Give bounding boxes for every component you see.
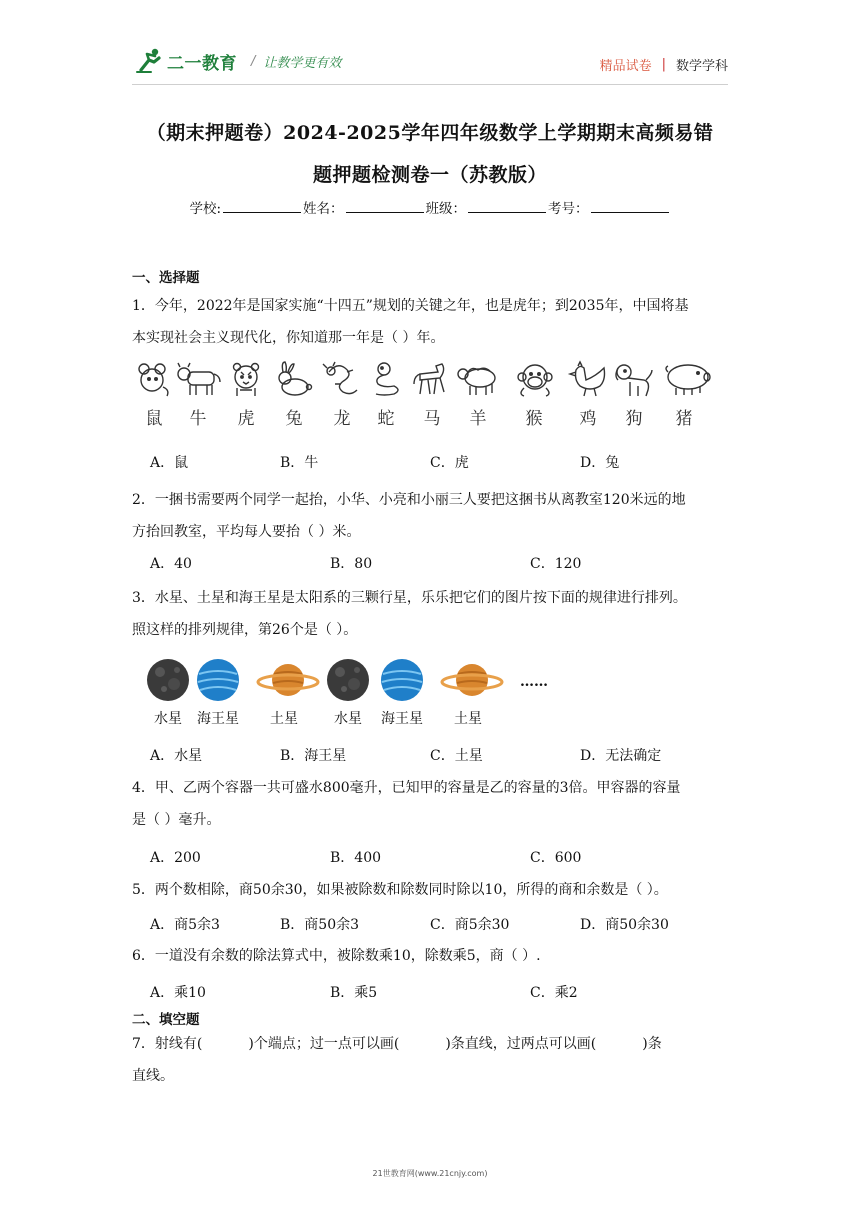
page-header	[0, 0, 860, 90]
sheep-icon	[456, 360, 502, 398]
planet-neptune	[190, 656, 246, 728]
q7-part1: 7．射线有(	[132, 1036, 203, 1052]
question-1-line1: 1．今年，2022年是国家实施“十四五”规划的关键之年，也是虎年；到2035年，中国将基	[132, 298, 689, 314]
zodiac-label: 虎	[237, 409, 255, 429]
monkey-icon	[512, 360, 558, 398]
zodiac-tiger	[224, 360, 268, 429]
option-b[interactable]: B．牛	[280, 455, 319, 471]
neptune-icon	[194, 656, 242, 704]
question-4	[132, 772, 732, 836]
planet-label: 水星	[334, 711, 362, 727]
rat-icon	[134, 360, 174, 398]
q7-part2: )个端点；过一点可以画(	[248, 1036, 400, 1052]
name-blank[interactable]	[346, 200, 424, 213]
option-a[interactable]: A．200	[150, 850, 201, 866]
tiger-icon	[225, 360, 267, 398]
zodiac-sheep	[456, 360, 500, 429]
horse-icon	[410, 360, 454, 398]
question-4-line1: 4．甲、乙两个容器一共可盛水800毫升，已知甲的容量是乙的容量的3倍。甲容器的容量	[132, 780, 681, 796]
question-6	[132, 940, 732, 972]
header-category: 精品试卷	[599, 59, 652, 74]
question-6-line1: 6．一道没有余数的除法算式中，被除数乘10，除数乘5，商（ ）.	[132, 948, 541, 964]
question-2	[132, 484, 732, 548]
section-heading-choice: 一、选择题	[132, 270, 200, 286]
option-b[interactable]: B．商50余3	[280, 917, 360, 933]
q7-part3: )条直线，过两点可以画(	[445, 1036, 597, 1052]
planet-mercury	[140, 656, 196, 728]
zodiac-label: 鸡	[579, 409, 597, 429]
question-3-line2: 照这样的排列规律，第26个是（ ）。	[132, 622, 358, 638]
runner-logo-icon	[135, 48, 165, 74]
sequence-ellipsis: ……	[520, 674, 548, 690]
zodiac-label: 羊	[469, 409, 487, 429]
zodiac-label: 兔	[285, 409, 303, 429]
exam-number-blank[interactable]	[591, 200, 669, 213]
zodiac-label: 蛇	[377, 409, 395, 429]
option-a[interactable]: A．40	[150, 556, 192, 572]
question-1-line2: 本实现社会主义现代化，你知道那一年是（ ）年。	[132, 330, 445, 346]
section-heading-fill: 二、填空题	[132, 1012, 200, 1028]
zodiac-ox	[176, 360, 220, 429]
header-separator: |	[661, 57, 666, 72]
logo	[135, 48, 341, 74]
planet-label: 土星	[270, 711, 298, 727]
zodiac-label: 龙	[333, 409, 351, 429]
zodiac-snake	[364, 360, 408, 429]
page-title-line1: （期末押题卷）2024-2025学年四年级数学上学期期末高频易错	[146, 122, 714, 144]
dragon-icon	[321, 360, 363, 398]
zodiac-horse	[410, 360, 454, 429]
option-b[interactable]: B．400	[330, 850, 382, 866]
planet-mercury	[320, 656, 376, 728]
question-5	[132, 874, 732, 906]
question-7	[132, 1028, 732, 1092]
option-d[interactable]: D．商50余30	[580, 917, 669, 933]
slogan-separator: /	[251, 53, 256, 69]
option-a[interactable]: A．乘10	[150, 985, 206, 1001]
option-d[interactable]: D．兔	[580, 455, 620, 471]
q7-part4: )条	[642, 1036, 662, 1052]
zodiac-rat	[132, 360, 176, 429]
option-c[interactable]: C．虎	[430, 455, 469, 471]
page-footer: 21世教育网(www.21cnjy.com)	[372, 1169, 488, 1178]
zodiac-label: 马	[423, 409, 441, 429]
saturn-icon	[256, 656, 320, 704]
school-blank[interactable]	[223, 200, 301, 213]
snake-icon	[366, 360, 406, 398]
question-5-line1: 5．两个数相除，商50余30，如果被除数和除数同时除以10，所得的商和余数是（ ）。	[132, 882, 668, 898]
header-right	[600, 55, 728, 74]
option-b[interactable]: B．海王星	[280, 748, 347, 764]
option-b[interactable]: B．80	[330, 556, 373, 572]
question-3	[132, 582, 732, 646]
question-2-line2: 方抬回教室，平均每人要抬（ ）米。	[132, 524, 361, 540]
question-4-line2: 是（ ）毫升。	[132, 812, 221, 828]
option-c[interactable]: C．土星	[430, 748, 483, 764]
option-c[interactable]: C．120	[530, 556, 582, 572]
page-title-line2: 题押题检测卷一（苏教版）	[312, 164, 547, 186]
class-label: 班级：	[425, 201, 467, 217]
zodiac-label: 猪	[675, 409, 693, 429]
zodiac-pig	[662, 360, 706, 429]
class-blank[interactable]	[468, 200, 546, 213]
question-2-line1: 2．一捆书需要两个同学一起抬，小华、小亮和小丽三人要把这捆书从离教室120米远的地	[132, 492, 686, 508]
option-a[interactable]: A．鼠	[150, 455, 189, 471]
rabbit-icon	[273, 360, 315, 398]
planet-sequence	[140, 656, 560, 732]
zodiac-label: 牛	[189, 409, 207, 429]
header-subject: 数学学科	[675, 59, 728, 74]
zodiac-label: 猴	[525, 409, 543, 429]
option-b[interactable]: B．乘5	[330, 985, 378, 1001]
question-3-line1: 3．水星、土星和海王星是太阳系的三颗行星，乐乐把它们的图片按下面的规律进行排列。	[132, 590, 687, 606]
zodiac-label: 狗	[625, 409, 643, 429]
option-c[interactable]: C．商5余30	[430, 917, 510, 933]
zodiac-dog	[612, 360, 656, 429]
planet-neptune	[374, 656, 430, 728]
option-c[interactable]: C．600	[530, 850, 582, 866]
school-label: 学校:	[189, 201, 222, 217]
student-info	[0, 197, 860, 217]
rooster-icon	[566, 360, 610, 398]
planet-label: 水星	[154, 711, 182, 727]
name-label: 姓名：	[303, 201, 344, 217]
mercury-icon	[324, 656, 372, 704]
question-7-line2: 直线。	[132, 1068, 174, 1084]
saturn-icon	[440, 656, 504, 704]
mercury-icon	[144, 656, 192, 704]
logo-text: 二一教育	[167, 53, 237, 74]
question-7-line1	[132, 1028, 732, 1060]
slogan: 让教学更有效	[263, 55, 342, 71]
option-d[interactable]: D．无法确定	[580, 748, 662, 764]
option-a[interactable]: A．商5余3	[150, 917, 220, 933]
option-c[interactable]: C．乘2	[530, 985, 578, 1001]
zodiac-label: 鼠	[145, 409, 163, 429]
zodiac-rabbit	[272, 360, 316, 429]
zodiac-strip	[132, 360, 722, 436]
pig-icon	[662, 360, 714, 398]
planet-saturn	[440, 656, 496, 728]
question-1	[132, 290, 732, 354]
zodiac-monkey	[512, 360, 556, 429]
zodiac-dragon	[320, 360, 364, 429]
planet-label: 土星	[454, 711, 482, 727]
exam-number-label: 考号：	[548, 201, 589, 217]
neptune-icon	[378, 656, 426, 704]
header-divider	[132, 84, 728, 85]
option-a[interactable]: A．水星	[150, 748, 203, 764]
planet-saturn	[256, 656, 312, 728]
ox-icon	[176, 360, 224, 398]
planet-label: 海王星	[381, 711, 423, 727]
planet-label: 海王星	[197, 711, 239, 727]
zodiac-rooster	[566, 360, 610, 429]
dog-icon	[612, 360, 656, 398]
